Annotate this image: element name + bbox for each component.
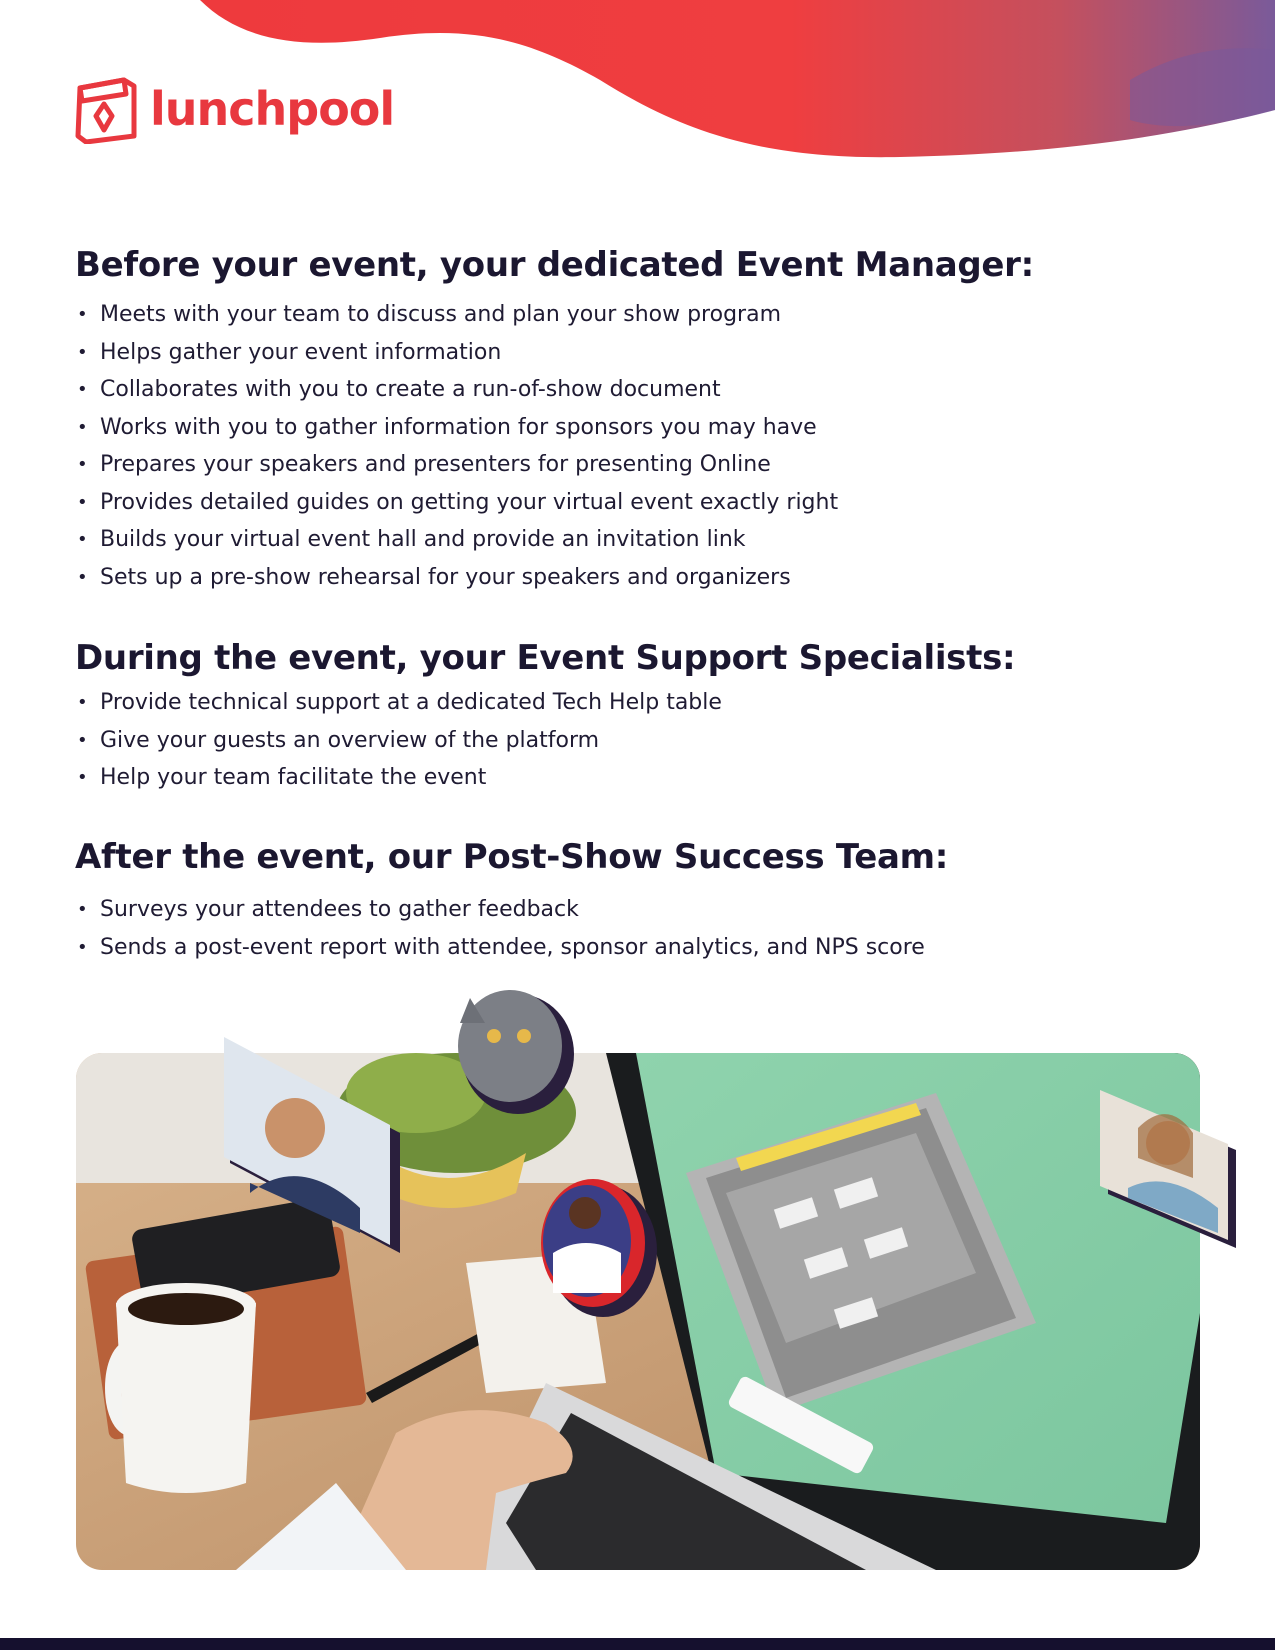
list-item: • Help your team facilitate the event	[75, 759, 722, 797]
during-event-list	[75, 684, 722, 797]
avatar-man-card	[220, 1033, 405, 1253]
list-item: • Meets with your team to discuss and plan your show program	[75, 296, 838, 334]
list-item: • Prepares your speakers and presenters for presenting Online	[75, 446, 838, 484]
avatar-man-bubble	[535, 1173, 660, 1323]
avatar-woman-card	[1098, 1088, 1240, 1253]
footer-bar	[0, 1638, 1275, 1650]
list-item: • Sets up a pre-show rehearsal for your speakers and organizers	[75, 559, 838, 597]
section-heading-after: After the event, our Post-Show Success Team:	[75, 837, 949, 877]
list-item: • Provides detailed guides on getting your virtual event exactly right	[75, 484, 838, 522]
after-event-list	[75, 891, 925, 966]
list-item: • Sends a post-event report with attendee, sponsor analytics, and NPS score	[75, 929, 925, 967]
lunchbox-logo-icon	[72, 74, 140, 144]
list-item: • Helps gather your event information	[75, 334, 838, 372]
section-heading-during: During the event, your Event Support Specialists:	[75, 638, 1016, 678]
brand-name: lunchpool	[150, 82, 395, 136]
list-item: • Works with you to gather information for sponsors you may have	[75, 409, 838, 447]
list-item: • Surveys your attendees to gather feedback	[75, 891, 925, 929]
before-event-list	[75, 296, 838, 596]
list-item: • Give your guests an overview of the platform	[75, 722, 722, 760]
list-item: • Provide technical support at a dedicated Tech Help table	[75, 684, 722, 722]
brand-logo[interactable]	[72, 74, 394, 144]
section-heading-before: Before your event, your dedicated Event Manager:	[75, 245, 1034, 285]
coffee-cup	[113, 1283, 256, 1493]
list-item: • Builds your virtual event hall and provide an invitation link	[75, 521, 838, 559]
list-item: • Collaborates with you to create a run-of-show document	[75, 371, 838, 409]
avatar-cat-bubble	[450, 988, 580, 1118]
